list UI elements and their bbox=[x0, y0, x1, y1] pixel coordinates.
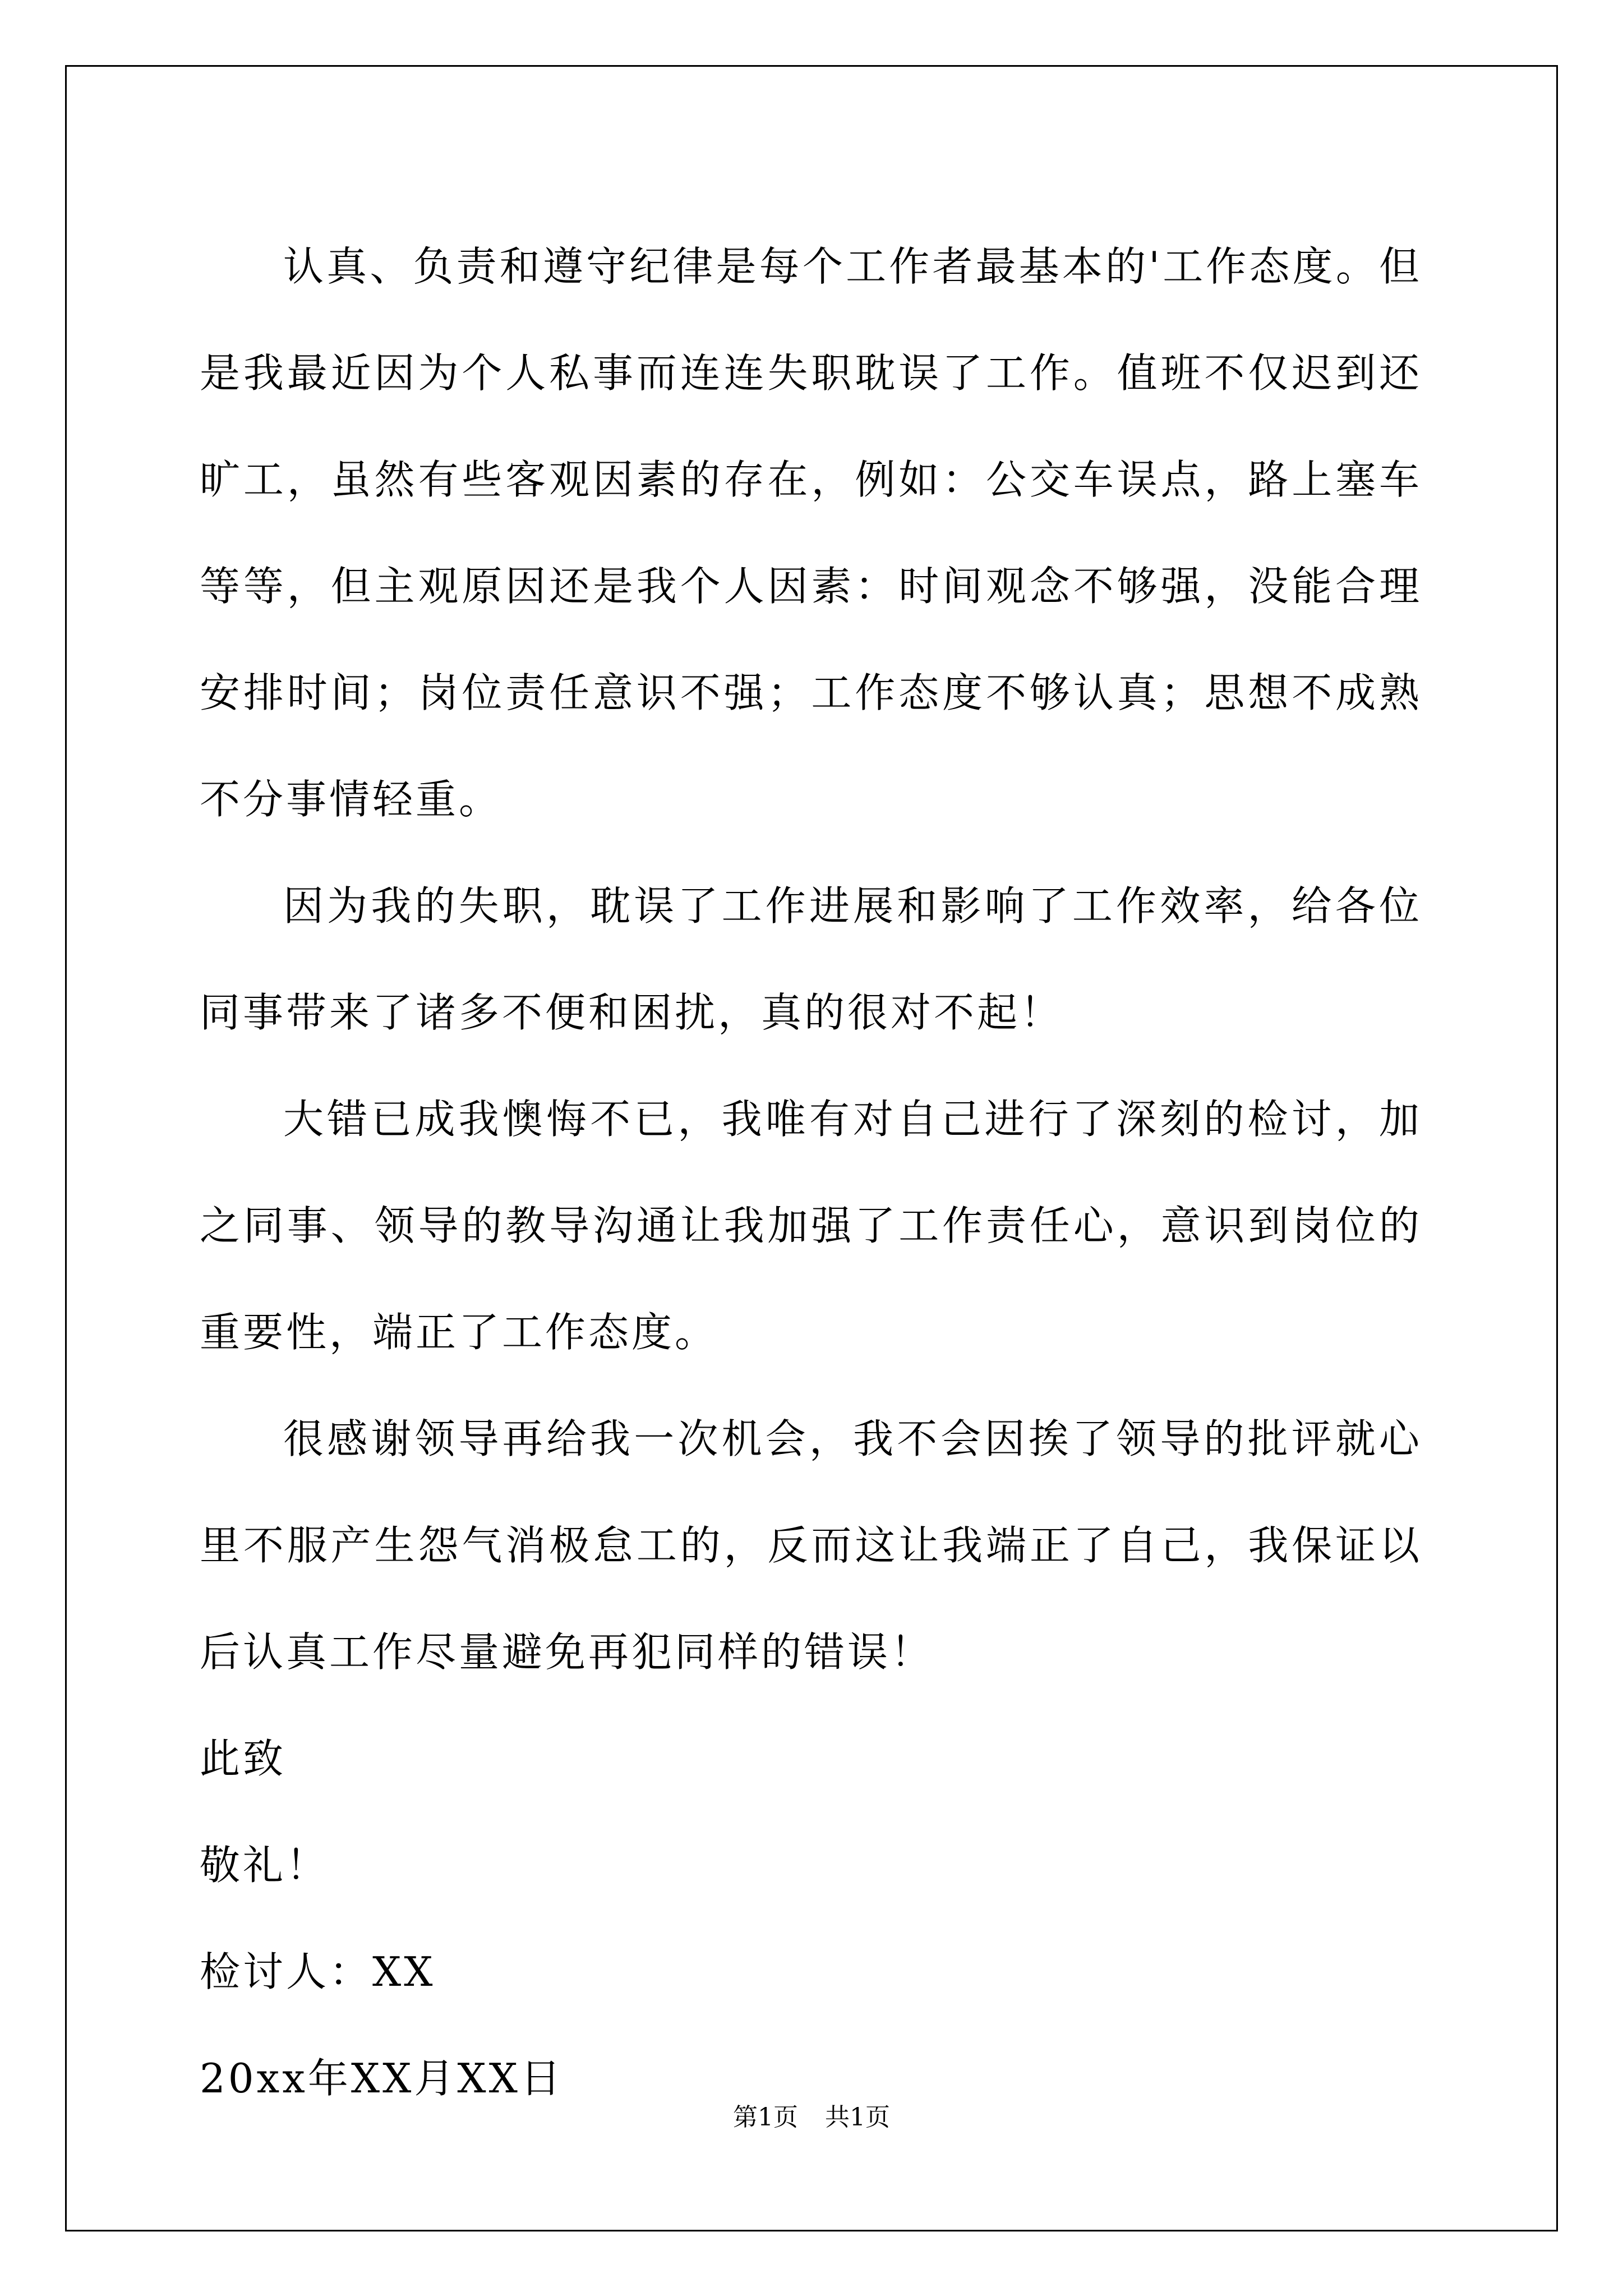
page-number: 第1页 bbox=[733, 2103, 798, 2132]
closing-regards: 敬礼！ bbox=[200, 1842, 330, 1889]
signature: 检讨人：XX bbox=[200, 1948, 436, 1995]
paragraph-1: 认真、负责和遵守纪律是每个工作者最基本的'工作态度。但是我最近因为个人私事而连连失职耽误了工作。值班不仅迟到还旷工，虽然有些客观因素的存在，例如：公交车误点，路上塞车等等，但主观原因还是我个人因素：时间观念不够强，没能合理安排时间；岗位责任意识不强；工作态度不够认真；思想不成熟不分事情轻重。 bbox=[200, 243, 1422, 823]
date: 20xx年XX月XX日 bbox=[200, 2055, 564, 2102]
paragraph-2: 因为我的失职，耽误了工作进展和影响了工作效率，给各位同事带来了诸多不便和困扰，真的很对不起！ bbox=[200, 882, 1422, 1036]
page-footer bbox=[0, 2101, 1623, 2134]
document-body bbox=[200, 213, 1422, 2132]
page-total: 共1页 bbox=[825, 2103, 890, 2132]
closing-salutation: 此致 bbox=[200, 1735, 287, 1782]
paragraph-4: 很感谢领导再给我一次机会，我不会因挨了领导的批评就心里不服产生怨气消极怠工的，反而这让我端正了自己，我保证以后认真工作尽量避免再犯同样的错误！ bbox=[200, 1415, 1422, 1676]
paragraph-3: 大错已成我懊悔不已，我唯有对自己进行了深刻的检讨，加之同事、领导的教导沟通让我加强了工作责任心，意识到岗位的重要性，端正了工作态度。 bbox=[200, 1096, 1422, 1356]
